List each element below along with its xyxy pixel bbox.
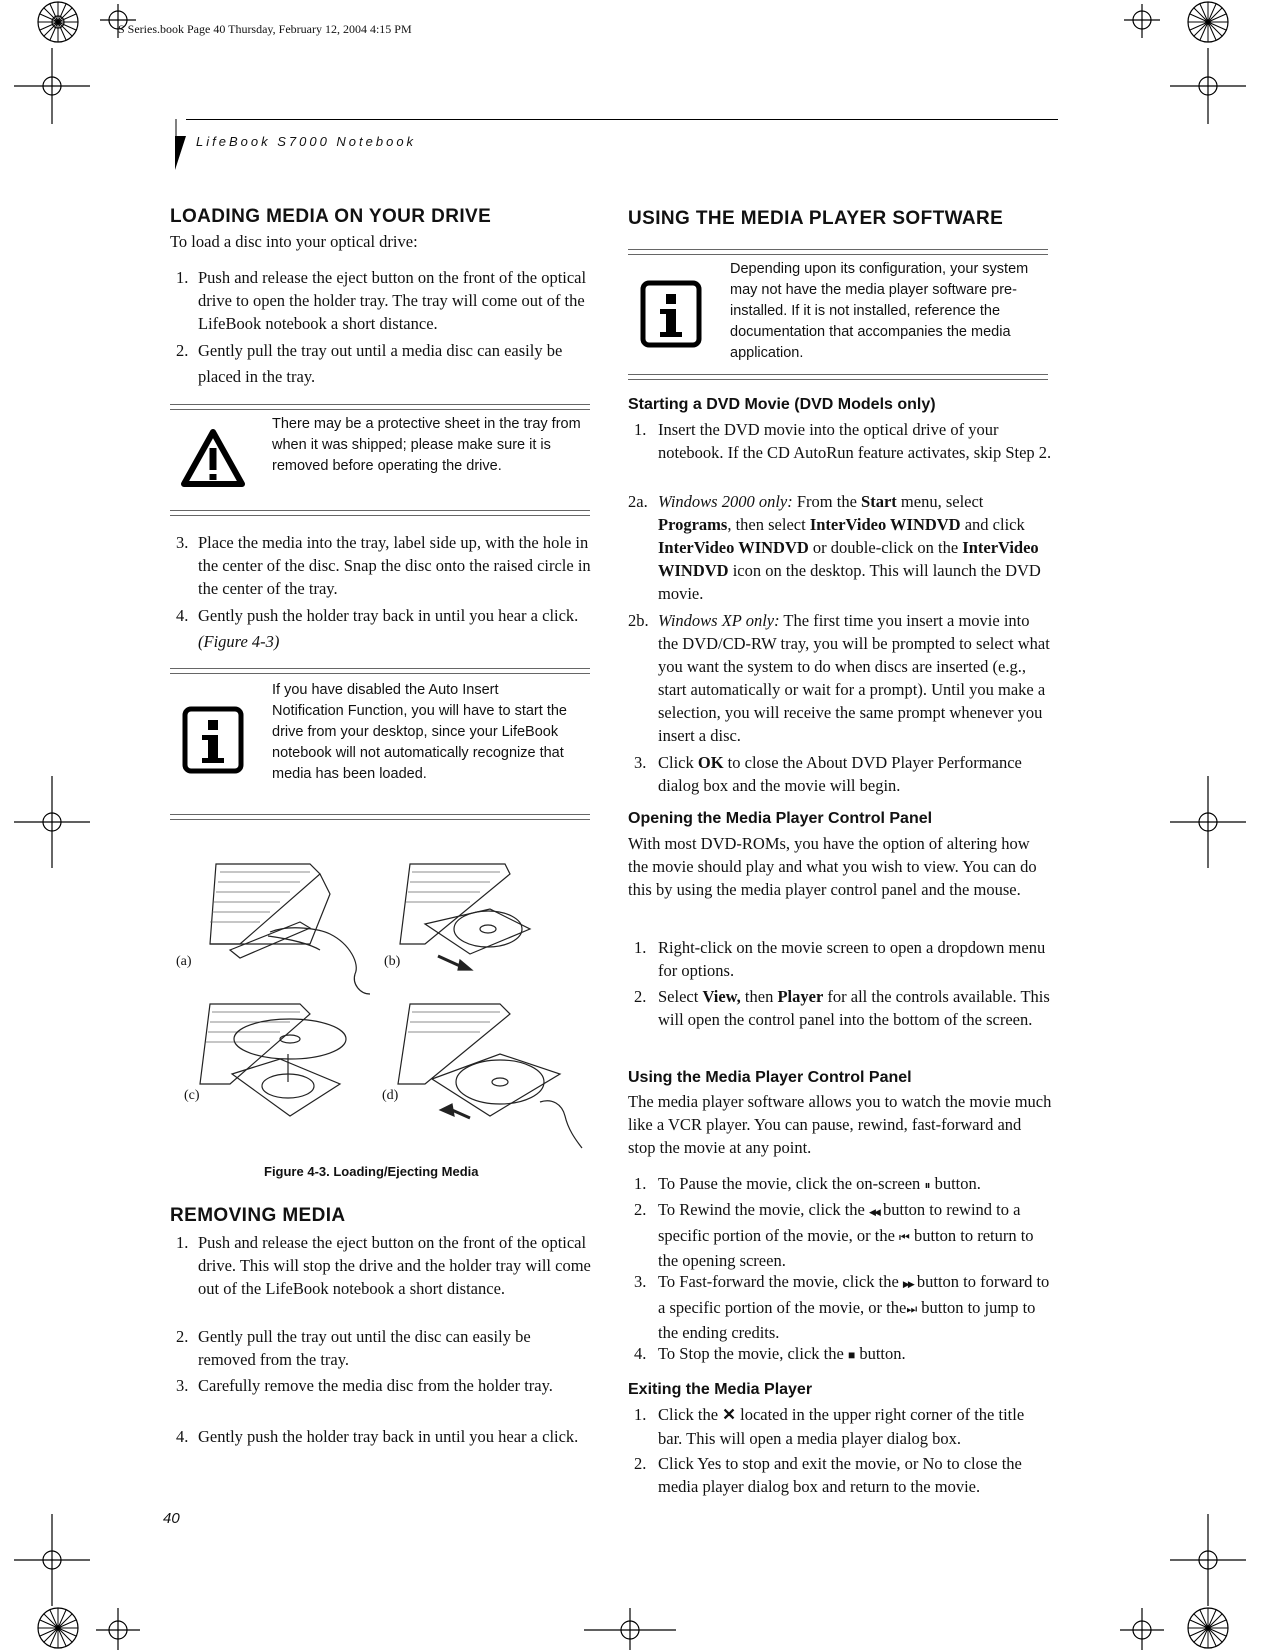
- loading-intro: To load a disc into your optical drive:: [170, 232, 418, 251]
- note-rule-bottom: [628, 374, 1048, 380]
- stop-icon: ■: [847, 1348, 856, 1362]
- caution-icon: [180, 428, 246, 488]
- list-item: 3. Carefully remove the media disc from the holder tray.: [176, 1376, 553, 1395]
- list-item: 2. Click Yes to stop and exit the movie, or No to close the media player dialog box and return to the movie.: [634, 1454, 1022, 1496]
- list-item: 3. Place the media into the tray, label side up, with the hole in the center of the disc. Snap the disc onto the raised circle in the center of the tray.: [176, 533, 591, 598]
- fast-forward-icon: ▶▶: [902, 1279, 913, 1289]
- using-heading: Using the Media Player Control Panel: [628, 1069, 912, 1086]
- header-rule: [186, 119, 1058, 120]
- dvd-heading: Starting a DVD Movie (DVD Models only): [628, 396, 936, 413]
- media-player-note: Depending upon its configuration, your system may not have the media player software pre-installed. If it is not installed, reference the documentation that accompanies the media application.: [730, 261, 1029, 361]
- figure-panel-b: [400, 864, 530, 970]
- list-item: 2. To Rewind the movie, click the ◀◀ button to rewind to a specific portion of the movie, or the ⏮ button to return to the opening screen.: [634, 1200, 1034, 1270]
- note-rule-bottom: [170, 814, 590, 820]
- list-item: 2a. Windows 2000 only: From the Start menu, select Programs, then select InterVideo WINDVD and click InterVideo WINDVD or double-click on the InterVideo WINDVD icon on the desktop. This will launch the DVD movie.: [628, 492, 1041, 603]
- list-item: 2b. Windows XP only: The first time you insert a movie into the DVD/CD-RW tray, you will be prompted to select what you want the system to do when discs are inserted (e.g., start automatically or wait for a prompt). Until you make a selection, you will receive the same prompt whenever you insert a disc.: [628, 611, 1050, 745]
- caution-note: There may be a protective sheet in the tray from when it was shipped; please make sure it is removed before operating the drive.: [272, 416, 581, 474]
- info-icon: [640, 280, 702, 348]
- using-paragraph: The media player software allows you to watch the movie much like a VCR player. You can pause, rewind, fast-forward and stop the movie at any point.: [628, 1092, 1052, 1157]
- figure-panel-a: [210, 864, 370, 994]
- list-item: 3. Click OK to close the About DVD Player Performance dialog box and the movie will begin.: [634, 753, 1022, 795]
- media-player-heading: USING THE MEDIA PLAYER SOFTWARE: [628, 208, 1004, 229]
- list-item: 4. Gently push the holder tray back in until you hear a click.: [176, 1427, 579, 1446]
- figure-panel-d: [398, 1004, 582, 1148]
- list-item: 1. To Pause the movie, click the on-screen ⏸ button.: [634, 1174, 981, 1193]
- skip-to-end-icon: ⏭: [906, 1302, 918, 1316]
- print-slug: S Series.book Page 40 Thursday, February 12, 2004 4:15 PM: [118, 22, 412, 36]
- opening-paragraph: With most DVD-ROMs, you have the option of altering how the movie should play and what you wish to view. You can do this by using the media player control panel and the mouse.: [628, 834, 1037, 899]
- figure-caption: Figure 4-3. Loading/Ejecting Media: [264, 1164, 479, 1179]
- info-note: If you have disabled the Auto Insert Notification Function, you will have to start the drive from your desktop, since your LifeBook notebook will not automatically recognize that media has been loaded.: [272, 682, 567, 782]
- note-rule-top: [628, 249, 1048, 255]
- rewind-icon: ◀◀: [869, 1207, 879, 1217]
- page-number: 40: [163, 1510, 180, 1527]
- list-item: 2. Gently pull the tray out until a media disc can easily be placed in the tray.: [176, 341, 563, 386]
- list-item: 1. Push and release the eject button on the front of the optical drive. This will stop the drive and the holder tray will come out of the LifeBook notebook a short distance.: [176, 1233, 591, 1298]
- skip-to-start-icon: ⏮: [899, 1230, 910, 1244]
- pause-icon: ⏸: [924, 1178, 931, 1192]
- figure-label: (b): [384, 954, 401, 969]
- list-item: 1. Insert the DVD movie into the optical drive of your notebook. If the CD AutoRun feature activates, skip Step 2.: [634, 420, 1052, 462]
- list-item: 2. Select View, then Player for all the controls available. This will open the control panel into the bottom of the screen.: [634, 987, 1050, 1029]
- note-rule-top: [170, 404, 590, 410]
- figure-panel-c: [200, 1004, 346, 1116]
- list-item: 1. Click the ✕ located in the upper right corner of the title bar. This will open a media player dialog box.: [634, 1405, 1025, 1448]
- loading-media-figure: [170, 854, 590, 1172]
- info-icon: [182, 706, 244, 774]
- opening-heading: Opening the Media Player Control Panel: [628, 810, 933, 827]
- loading-heading: LOADING MEDIA ON YOUR DRIVE: [170, 206, 492, 227]
- list-item: 1. Push and release the eject button on the front of the optical drive to open the holder tray. The tray will come out of the LifeBook notebook a short distance.: [176, 268, 587, 333]
- figure-label: (d): [382, 1088, 399, 1103]
- figure-label: (a): [176, 954, 192, 969]
- figure-ref: (Figure 4-3): [198, 632, 280, 651]
- running-header: LifeBook S7000 Notebook: [196, 134, 417, 149]
- close-icon: ✕: [722, 1406, 736, 1424]
- list-item: 4. Gently push the holder tray back in until you hear a click. (Figure 4-3): [176, 606, 579, 651]
- note-rule-top: [170, 668, 590, 674]
- figure-label: (c): [184, 1088, 200, 1103]
- list-item: 2. Gently pull the tray out until the disc can easily be removed from the tray.: [176, 1327, 531, 1369]
- note-rule-bottom: [170, 510, 590, 516]
- exiting-heading: Exiting the Media Player: [628, 1381, 813, 1398]
- list-item: 1. Right-click on the movie screen to open a dropdown menu for options.: [634, 938, 1046, 980]
- list-item: 4. To Stop the movie, click the ■ button.: [634, 1344, 906, 1363]
- list-item: 3. To Fast-forward the movie, click the ▶▶ button to forward to a specific portion of the movie, or the⏭ button to jump to the ending credits.: [634, 1272, 1050, 1342]
- removing-heading: REMOVING MEDIA: [170, 1205, 346, 1226]
